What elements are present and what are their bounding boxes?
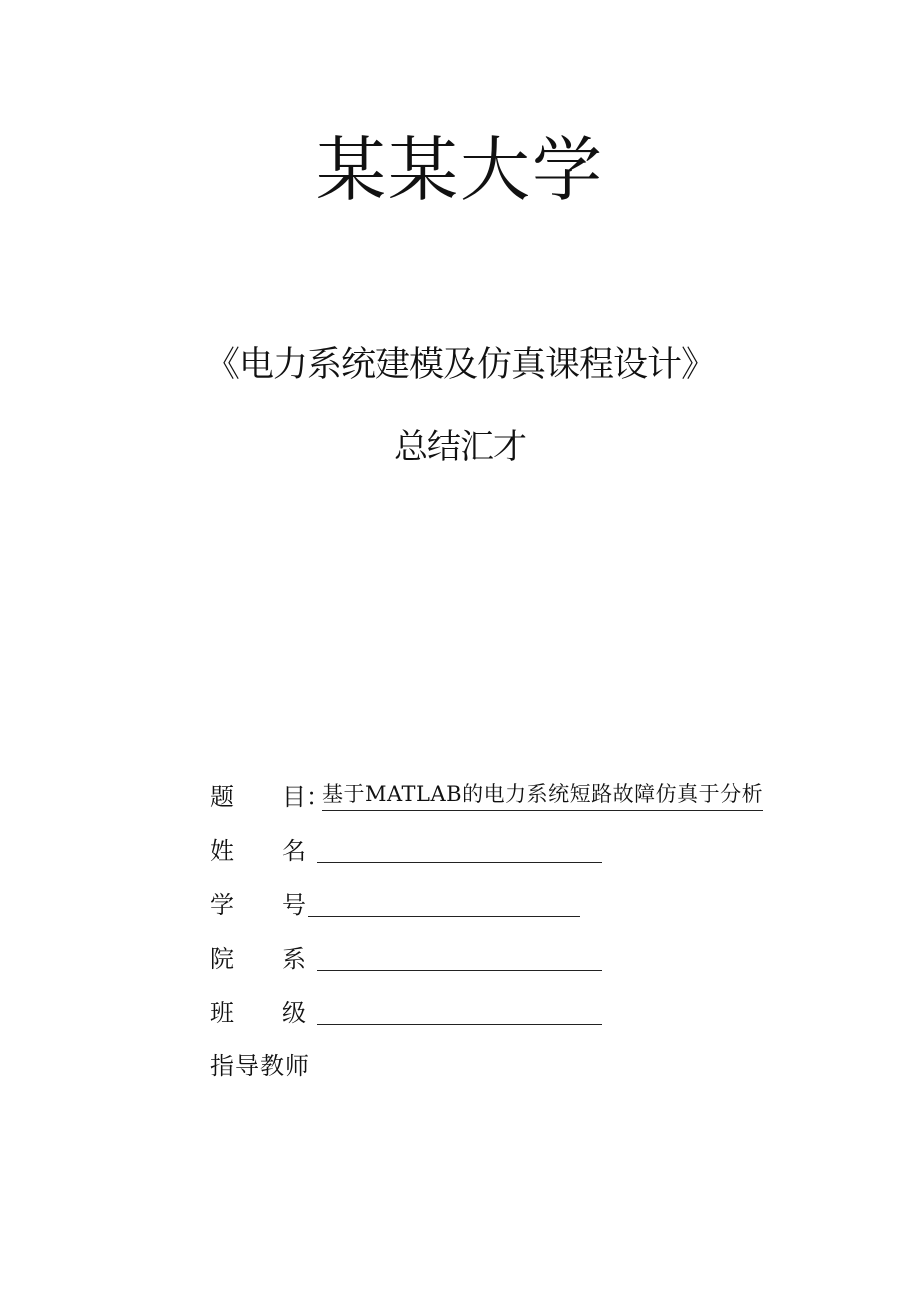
course-title: 《电力系统建模及仿真课程设计》 <box>204 345 715 385</box>
document-subtitle: 总结汇才 <box>394 427 526 467</box>
topic-value: 基于MATLAB的电力系统短路故障仿真于分析 <box>322 779 763 811</box>
student-id-blank-line[interactable] <box>308 916 580 917</box>
class-label-2: 级 <box>282 999 306 1027</box>
name-field <box>210 833 610 869</box>
topic-label-1: 题 <box>210 783 234 811</box>
topic-label-2: 目： <box>282 783 330 811</box>
name-label-2: 名 <box>282 837 306 865</box>
department-blank-line[interactable] <box>317 970 602 971</box>
advisor-field <box>210 1048 410 1084</box>
department-label-2: 系 <box>282 945 306 973</box>
class-blank-line[interactable] <box>317 1024 602 1025</box>
name-blank-line[interactable] <box>317 862 602 863</box>
class-field <box>210 995 610 1031</box>
student-id-label-1: 学 <box>210 891 234 919</box>
advisor-label: 指导教师 <box>210 1052 310 1080</box>
name-label-1: 姓 <box>210 837 234 865</box>
department-label-1: 院 <box>210 945 234 973</box>
department-field <box>210 941 610 977</box>
student-id-field <box>210 887 610 923</box>
student-id-label-2: 号 <box>282 891 306 919</box>
class-label-1: 班 <box>210 999 234 1027</box>
topic-field <box>210 779 770 815</box>
university-name: 某某大学 <box>316 129 604 211</box>
